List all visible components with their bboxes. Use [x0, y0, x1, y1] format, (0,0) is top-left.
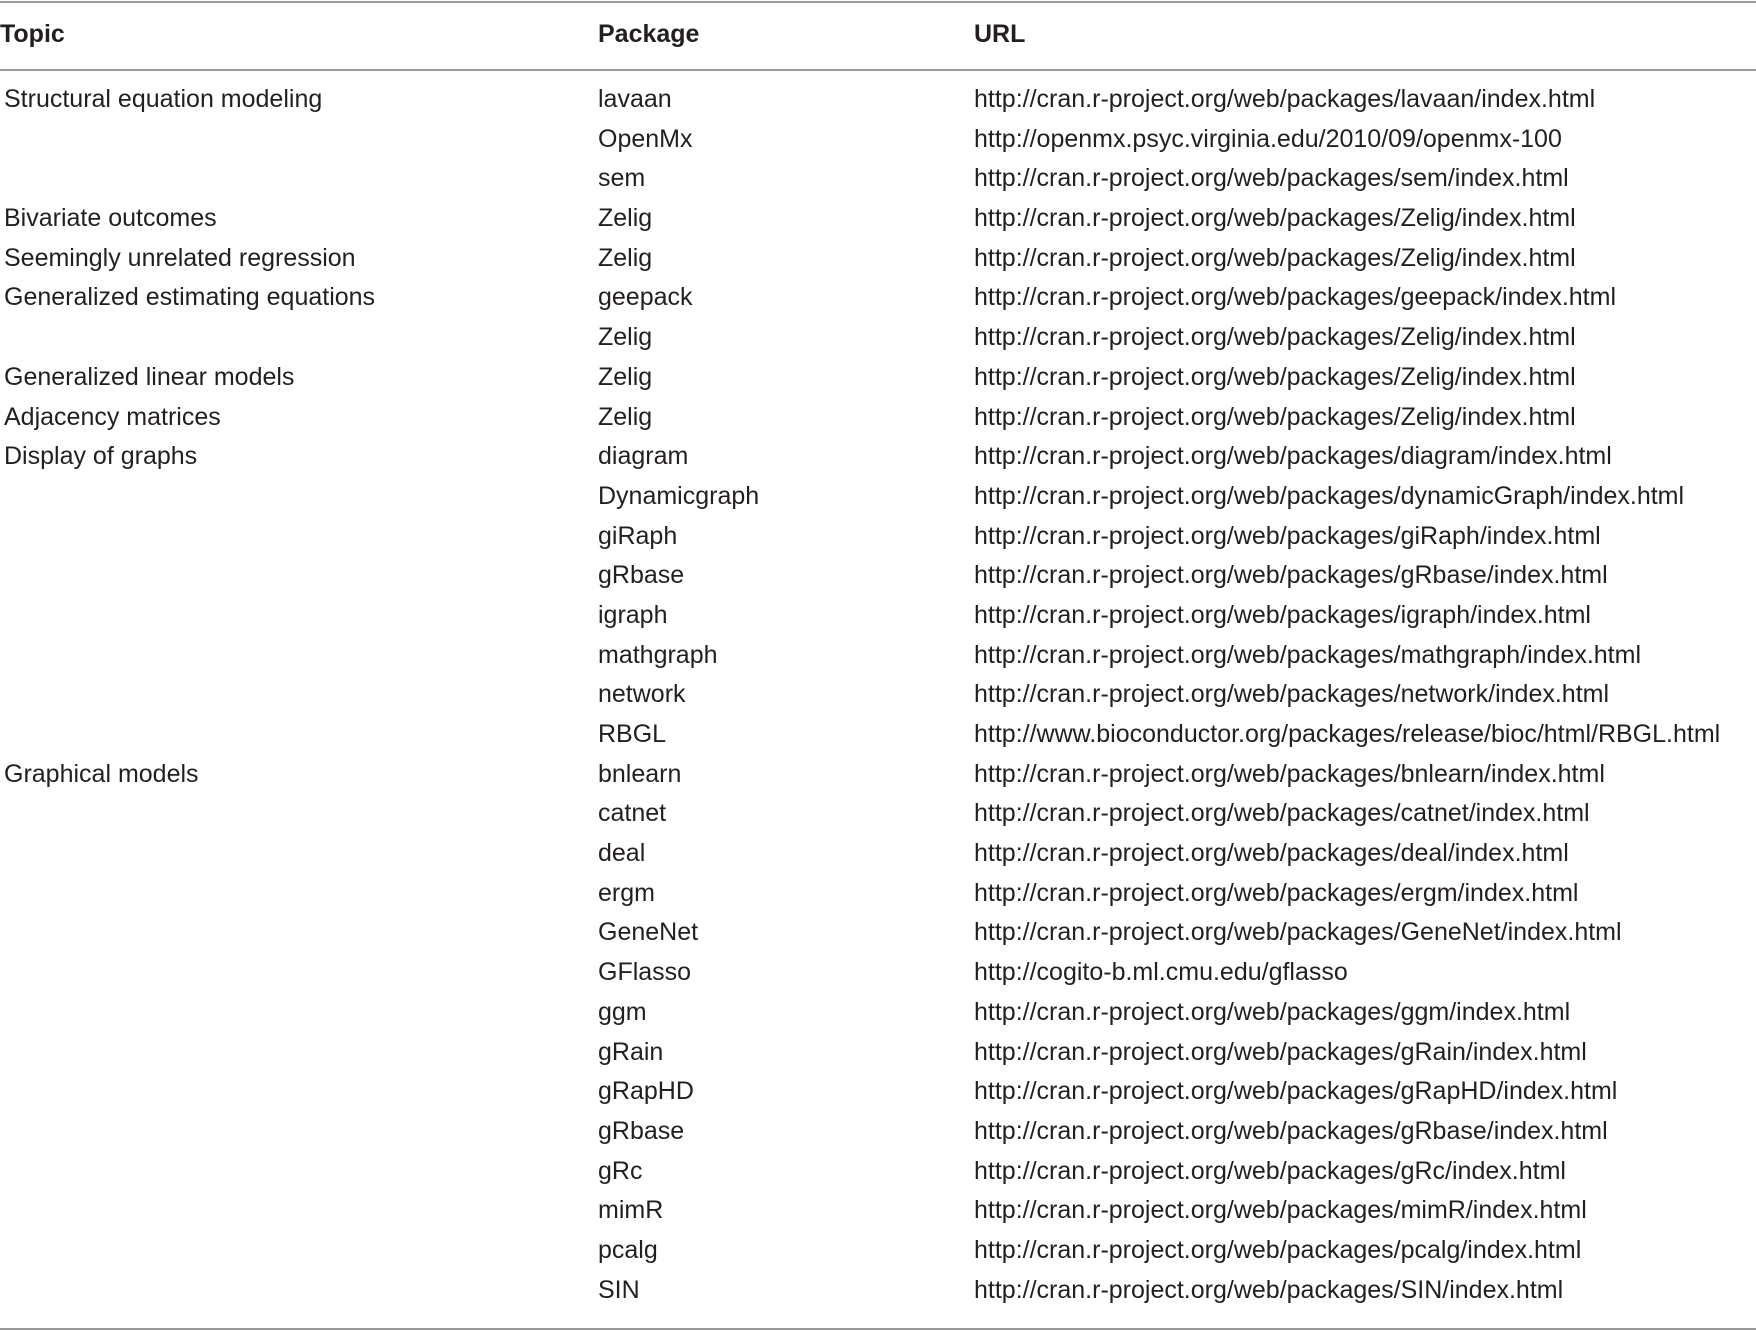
cell-url: http://cran.r-project.org/web/packages/Zelig/index.html	[974, 323, 1576, 352]
cell-url: http://cran.r-project.org/web/packages/lavaan/index.html	[974, 85, 1596, 113]
cell-url: http://cran.r-project.org/web/packages/GeneNet/index.html	[974, 918, 1622, 947]
cell-topic: Generalized estimating equations	[4, 283, 376, 312]
cell-url: http://cran.r-project.org/web/packages/Zelig/index.html	[974, 243, 1576, 272]
table-row	[0, 596, 1756, 636]
table-body	[0, 80, 1756, 1310]
cell-url: http://cran.r-project.org/web/packages/giRaph/index.html	[974, 521, 1601, 550]
table-row	[0, 1072, 1756, 1112]
cell-package: Zelig	[598, 204, 653, 233]
table-row	[0, 675, 1756, 715]
cell-url: http://cran.r-project.org/web/packages/catnet/index.html	[974, 799, 1590, 828]
cell-url: http://openmx.psyc.virginia.edu/2010/09/openmx-100	[974, 124, 1562, 153]
cell-package: SIN	[598, 1275, 640, 1304]
table-row	[0, 874, 1756, 914]
table-row	[0, 993, 1756, 1033]
cell-topic: Structural equation modeling	[4, 85, 323, 113]
cell-package: igraph	[598, 600, 668, 629]
cell-url: http://cran.r-project.org/web/packages/mathgraph/index.html	[974, 640, 1642, 669]
table-row	[0, 953, 1756, 993]
cell-url: http://cran.r-project.org/web/packages/Zelig/index.html	[974, 204, 1576, 233]
cell-url: http://cran.r-project.org/web/packages/dynamicGraph/index.html	[974, 481, 1685, 510]
cell-url: http://cran.r-project.org/web/packages/ggm/index.html	[974, 997, 1571, 1026]
cell-package: Zelig	[598, 323, 653, 352]
cell-package: Zelig	[598, 402, 653, 431]
cell-topic: Graphical models	[4, 759, 199, 788]
table-row	[0, 1112, 1756, 1152]
cell-package: bnlearn	[598, 759, 682, 788]
cell-package: sem	[598, 164, 646, 193]
table-row	[0, 794, 1756, 834]
header-package: Package	[598, 20, 700, 48]
table-row	[0, 358, 1756, 398]
table-row	[0, 398, 1756, 438]
table-top-rule	[0, 1, 1756, 3]
table-row	[0, 834, 1756, 874]
cell-package: gRbase	[598, 1116, 685, 1145]
cell-package: network	[598, 680, 686, 709]
cell-package: mathgraph	[598, 640, 718, 669]
cell-package: OpenMx	[598, 124, 693, 153]
cell-url: http://cran.r-project.org/web/packages/SIN/index.html	[974, 1275, 1564, 1304]
cell-package: RBGL	[598, 720, 667, 748]
table-row	[0, 1271, 1756, 1311]
cell-package: deal	[598, 839, 646, 868]
cell-url: http://cogito-b.ml.cmu.edu/gflasso	[974, 958, 1348, 987]
cell-package: GeneNet	[598, 918, 699, 947]
cell-url: http://cran.r-project.org/web/packages/diagram/index.html	[974, 442, 1612, 471]
cell-package: ggm	[598, 997, 647, 1026]
cell-package: gRapHD	[598, 1077, 694, 1106]
cell-package: pcalg	[598, 1235, 658, 1264]
table-row	[0, 278, 1756, 318]
cell-package: Zelig	[598, 362, 653, 391]
cell-topic: Bivariate outcomes	[4, 204, 217, 233]
table-row	[0, 636, 1756, 676]
table-header-row	[0, 14, 1756, 54]
cell-url: http://cran.r-project.org/web/packages/gRbase/index.html	[974, 561, 1608, 590]
cell-url: http://cran.r-project.org/web/packages/gRapHD/index.html	[974, 1077, 1618, 1106]
table-row	[0, 199, 1756, 239]
cell-url: http://cran.r-project.org/web/packages/geepack/index.html	[974, 283, 1617, 312]
table-row	[0, 1231, 1756, 1271]
table-row	[0, 1191, 1756, 1231]
cell-url: http://cran.r-project.org/web/packages/gRbase/index.html	[974, 1116, 1608, 1145]
cell-topic: Adjacency matrices	[4, 402, 221, 431]
cell-url: http://cran.r-project.org/web/packages/bnlearn/index.html	[974, 759, 1605, 788]
table-row	[0, 556, 1756, 596]
cell-url: http://cran.r-project.org/web/packages/network/index.html	[974, 680, 1610, 709]
table-header-rule	[0, 69, 1756, 71]
table-row	[0, 1152, 1756, 1192]
table-row	[0, 318, 1756, 358]
cell-topic: Display of graphs	[4, 442, 198, 471]
cell-url: http://www.bioconductor.org/packages/release/bioc/html/RBGL.html	[974, 720, 1721, 748]
cell-url: http://cran.r-project.org/web/packages/deal/index.html	[974, 839, 1569, 868]
cell-package: Dynamicgraph	[598, 481, 760, 510]
cell-package: diagram	[598, 442, 689, 471]
cell-package: lavaan	[598, 85, 672, 113]
table-row	[0, 120, 1756, 160]
cell-url: http://cran.r-project.org/web/packages/pcalg/index.html	[974, 1235, 1582, 1264]
cell-url: http://cran.r-project.org/web/packages/gRain/index.html	[974, 1037, 1587, 1066]
cell-package: Zelig	[598, 243, 653, 272]
table-row	[0, 715, 1756, 755]
cell-url: http://cran.r-project.org/web/packages/Zelig/index.html	[974, 402, 1576, 431]
cell-url: http://cran.r-project.org/web/packages/gRc/index.html	[974, 1156, 1566, 1185]
cell-url: http://cran.r-project.org/web/packages/Zelig/index.html	[974, 362, 1576, 391]
cell-topic: Generalized linear models	[4, 362, 295, 391]
table-bottom-rule	[0, 1328, 1756, 1330]
header-topic: Topic	[0, 20, 65, 48]
cell-package: ergm	[598, 878, 655, 907]
cell-url: http://cran.r-project.org/web/packages/ergm/index.html	[974, 878, 1579, 907]
cell-package: gRc	[598, 1156, 643, 1185]
table-row	[0, 755, 1756, 795]
cell-package: gRain	[598, 1037, 664, 1066]
cell-package: catnet	[598, 799, 667, 828]
table-row	[0, 1033, 1756, 1073]
table-row	[0, 239, 1756, 279]
cell-url: http://cran.r-project.org/web/packages/sem/index.html	[974, 164, 1569, 193]
header-url: URL	[974, 20, 1026, 48]
table-row	[0, 477, 1756, 517]
cell-package: giRaph	[598, 521, 678, 550]
table-row	[0, 159, 1756, 199]
cell-url: http://cran.r-project.org/web/packages/igraph/index.html	[974, 600, 1591, 629]
table-row	[0, 437, 1756, 477]
cell-package: mimR	[598, 1196, 664, 1225]
table-row	[0, 80, 1756, 120]
cell-package: gRbase	[598, 561, 685, 590]
table-row	[0, 913, 1756, 953]
cell-package: GFlasso	[598, 958, 692, 987]
cell-url: http://cran.r-project.org/web/packages/mimR/index.html	[974, 1196, 1587, 1225]
cell-topic: Seemingly unrelated regression	[4, 243, 356, 272]
table-row	[0, 517, 1756, 557]
cell-package: geepack	[598, 283, 693, 312]
